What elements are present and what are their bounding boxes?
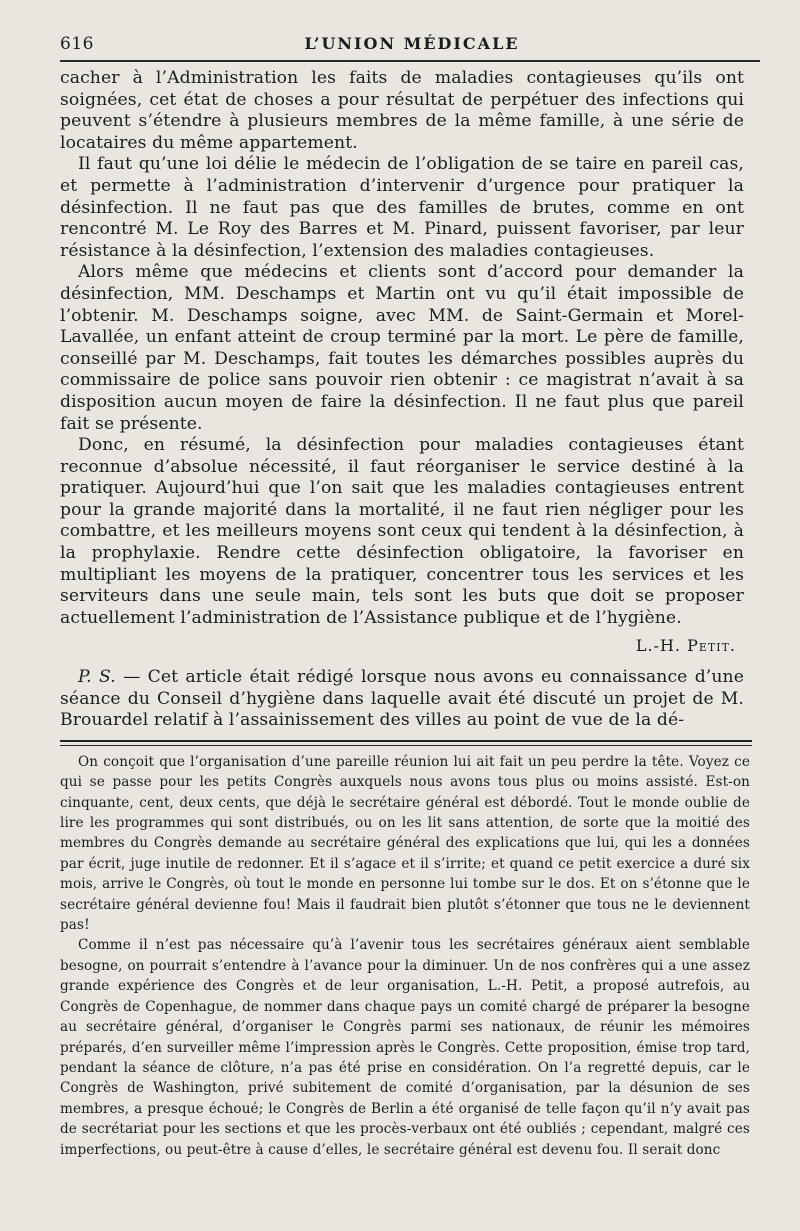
paragraph: Donc, en résumé, la désinfection pour maladies contagieuses étant reconnue d’absolue nécessité, il faut réorganiser le service destiné à la pratiquer. Aujourd’hui que l’on sait que les maladies contagieuses entrent pour la grande majorité dans la mortalité, il ne faut rien négliger pour les combattre, et les meilleurs moyens sont ceux qui tendent à la désinfection, à la prophylaxie. Rendre cette désinfection obligatoire, la favoriser en multipliant les moyens de la pratiquer, concentrer tous les services et les serviteurs dans une seule main, tels sont les buts que doit se proposer actuellement l’administration de l’Assistance publique et de l’hygiène.	[60, 435, 744, 628]
article-body	[60, 68, 744, 732]
postscript-text: — Cet article était rédigé lorsque nous avons eu connaissance d’une séance du Conseil d’hygiène dans laquelle avait été discuté un projet de M. Brouardel relatif à l’assainissement des villes au point de vue de la dé-	[60, 667, 744, 731]
author-signature: L.-H. Petit.	[635, 636, 736, 656]
header-rule	[60, 60, 760, 62]
paragraph: cacher à l’Administration les faits de maladies contagieuses qu’ils ont soignées, cet état de choses a pour résultat de perpétuer des infections qui peuvent s’étendre à plusieurs membres de la même famille, à une série de locataires du même appartement.	[60, 68, 744, 153]
postscript-label: P. S.	[78, 667, 116, 688]
footnotes	[60, 752, 750, 1160]
page-header	[60, 28, 764, 58]
postscript	[60, 667, 744, 732]
running-title: L’UNION MÉDICALE	[304, 34, 520, 53]
footnote-paragraph: Comme il n’est pas nécessaire qu’à l’avenir tous les secrétaires généraux aient semblable besogne, on pourrait s’entendre à l’avance pour la diminuer. Un de nos confrères qui a une assez grande expérience des Congrès et de leur organisation, L.-H. Petit, a proposé autrefois, au Congrès de Copenhague, de nommer dans chaque pays un comité chargé de préparer la besogne au secrétaire général, d’organiser le Congrès parmi ses nationaux, de réunir les mémoires préparés, d’en surveiller même l’impression après le Congrès. Cette proposition, émise trop tard, pendant la séance de clôture, n’a pas été prise en considération. On l’a regretté depuis, car le Congrès de Washington, privé subitement de comité d’organisation, par la désunion de ses membres, a presque échoué; le Congrès de Berlin a été organisé de telle façon qu’il n’y avait pas de secrétariat pour les sections et que les procès-verbaux ont été oubliés ; cependant, malgré ces imperfections, ou peut-être à cause d’elles, le secrétaire général est devenu fou. Il serait donc	[60, 937, 750, 1158]
page-number: 616	[60, 34, 94, 54]
paragraph: Alors même que médecins et clients sont d’accord pour demander la désinfection, MM. Deschamps et Martin ont vu qu’il était impossible de l’obtenir. M. Deschamps soigne, avec MM. de Saint-Germain et Morel-Lavallée, un enfant atteint de croup terminé par la mort. Le père de famille, conseillé par M. Deschamps, fait toutes les démarches possibles auprès du commissaire de police sans pouvoir rien obtenir : ce magistrat n’avait à sa disposition aucun moyen de faire la désinfection. Il ne faut plus que pareil fait se présente.	[60, 262, 744, 434]
footnote-paragraph: On conçoit que l’organisation d’une pareille réunion lui ait fait un peu perdre la tête. Voyez ce qui se passe pour les petits Congrès auxquels nous avons tous plus ou moins assisté. Est-on cinquante, cent, deux cents, que déjà le secrétaire général est débordé. Tout le monde oublie de lire les programmes qui sont distribués, ou on les lit sans attention, de sorte que la moitié des membres du Congrès demande au secrétaire général des explications que lui, qui les a données par écrit, juge inutile de redonner. Et il s’agace et il s’irrite; et quand ce petit exercice a duré six mois, arrive le Congrès, où tout le monde en personne lui tombe sur le dos. Et on s’étonne que le secrétaire général devienne fou! Mais il faudrait bien plutôt s’étonner que tous ne le deviennent pas!	[60, 753, 750, 934]
paragraph: Il faut qu’une loi délie le médecin de l’obligation de se taire en pareil cas, et permette à l’administration d’intervenir d’urgence pour pratiquer la désinfection. Il ne faut pas que des familles de brutes, comme en ont rencontré M. Le Roy des Barres et M. Pinard, puissent favoriser, par leur résistance à la désinfection, l’extension des maladies contagieuses.	[60, 154, 744, 261]
footnote-separator	[60, 740, 752, 746]
